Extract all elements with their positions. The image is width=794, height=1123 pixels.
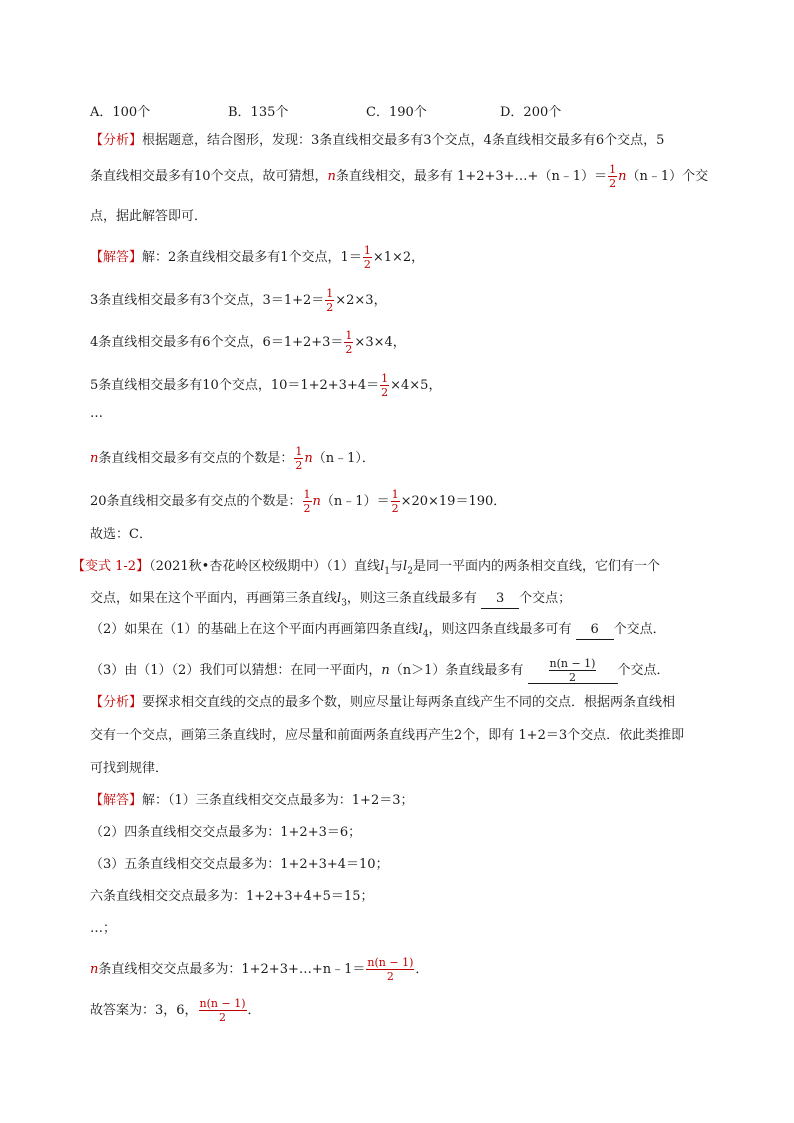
analysis-1-line-3: 点，据此解答即可． bbox=[90, 209, 208, 224]
answer-tag: 【解答】 bbox=[90, 793, 143, 808]
answer-1-line-1: 【解答】解：2条直线相交最多有1个交点，1＝ $\frac{1}{2}$ ×1×2， bbox=[90, 244, 425, 271]
analysis-1-line-1: 【分析】根据题意，结合图形，发现：3条直线相交最多有3个交点，4条直线相交最多有6个交点，5 bbox=[90, 133, 665, 148]
answer-1-ellipsis: … bbox=[90, 406, 103, 421]
variant-question-line-1: 【变式 1-2】（2021秋•杏花岭区校级期中）（1）直线$l_1$与$l_2$是同一平面内的两条相交直线，它们有一个 bbox=[72, 559, 660, 577]
answer-2-line-7: 故答案为：3，6， $\frac{n(n - 1)}{2}$ ． bbox=[90, 997, 261, 1024]
answer-2-line-2: （2）四条直线相交交点最多为：1+2+3＝6； bbox=[90, 825, 362, 840]
answer-2-ellipsis: …； bbox=[90, 921, 117, 936]
answer-2-line-4: 六条直线相交交点最多为：1+2+3+4+5＝15； bbox=[90, 889, 374, 904]
option-a: A．100个 bbox=[90, 105, 151, 120]
answer-1-line-4: 5条直线相交最多有10个交点，10＝1+2+3+4＝ $\frac{1}{2}$ ×4×5， bbox=[90, 372, 442, 399]
variant-tag: 【变式 1-2】 bbox=[72, 559, 150, 574]
fraction-half: $\frac{1}{2}$ bbox=[391, 488, 399, 515]
answer-2-line-1: 【解答】解：（1）三条直线相交交点最多为：1+2＝3； bbox=[90, 793, 414, 808]
analysis-1-line-2: 条直线相交最多有10个交点，故可猜想，n条直线相交，最多有 1+2+3+…+（n﹣1）＝ $\frac{1}{2}$ n（n﹣1）个交 bbox=[90, 163, 709, 190]
fraction-half: $\frac{1}{2}$ bbox=[326, 287, 334, 314]
option-d: D．200个 bbox=[500, 105, 562, 120]
answer-tag: 【解答】 bbox=[90, 250, 143, 265]
answer-2-line-6: n条直线相交交点最多为：1+2+3+…+n﹣1＝ $\frac{n(n - 1)}{2}$ ． bbox=[90, 956, 429, 983]
fraction-half: $\frac{1}{2}$ bbox=[609, 163, 617, 190]
analysis-2-line-2: 交有一个交点，画第三条直线时，应尽量和前面两条直线再产生2个，即有 1+2＝3个交点．依此类推即 bbox=[90, 728, 685, 743]
answer-2-line-3: （3）五条直线相交交点最多为：1+2+3+4＝10； bbox=[90, 857, 389, 872]
fraction-half: $\frac{1}{2}$ bbox=[363, 244, 371, 271]
analysis-2-line-1: 【分析】要探求相交直线的交点的最多个数，则应尽量让每两条直线产生不同的交点．根据两条直线相 bbox=[90, 695, 676, 710]
variant-question-line-4: （3）由（1）（2）我们可以猜想：在同一平面内，n（n＞1）条直线最多有 $\frac{n(n - 1)}{2}$ 个交点． bbox=[90, 657, 670, 684]
answer-1-line-2: 3条直线相交最多有3个交点，3＝1+2＝ $\frac{1}{2}$ ×2×3， bbox=[90, 287, 387, 314]
answer-blank-2: 6 bbox=[576, 621, 614, 640]
option-c: C．190个 bbox=[366, 105, 427, 120]
fraction-half: $\frac{1}{2}$ bbox=[381, 372, 389, 399]
answer-1-line-6: n条直线相交最多有交点的个数是： $\frac{1}{2}$ n（n﹣1）． bbox=[90, 445, 375, 472]
option-b: B．135个 bbox=[228, 105, 289, 120]
answer-1-line-3: 4条直线相交最多有6个交点，6＝1+2+3＝ $\frac{1}{2}$ ×3×4， bbox=[90, 329, 406, 356]
analysis-tag: 【分析】 bbox=[90, 695, 143, 710]
answer-blank-1: 3 bbox=[481, 590, 519, 609]
variant-question-line-3: （2）如果在（1）的基础上在这个平面内再画第四条直线$l_4$，则这四条直线最多可有 6 个交点． bbox=[90, 622, 666, 640]
fraction-n-n-minus-1: $\frac{n(n - 1)}{2}$ bbox=[367, 956, 414, 983]
analysis-tag: 【分析】 bbox=[90, 133, 143, 148]
fraction-n-n-minus-1: $\frac{n(n - 1)}{2}$ bbox=[549, 657, 596, 684]
analysis-2-line-3: 可找到规律． bbox=[90, 761, 169, 776]
fraction-half: $\frac{1}{2}$ bbox=[303, 488, 311, 515]
answer-1-line-7: 20条直线相交最多有交点的个数是： $\frac{1}{2}$ n（n﹣1）＝ $\frac{1}{2}$ ×20×19＝190． bbox=[90, 488, 507, 515]
fraction-half: $\frac{1}{2}$ bbox=[295, 445, 303, 472]
fraction-n-n-minus-1: $\frac{n(n - 1)}{2}$ bbox=[199, 997, 246, 1024]
answer-1-line-8: 故选：C． bbox=[90, 527, 152, 542]
fraction-half: $\frac{1}{2}$ bbox=[345, 329, 353, 356]
variant-question-line-2: 交点，如果在这个平面内，再画第三条直线$l_3$，则这三条直线最多有 3 个交点； bbox=[90, 591, 572, 609]
answer-blank-3 bbox=[528, 658, 618, 684]
